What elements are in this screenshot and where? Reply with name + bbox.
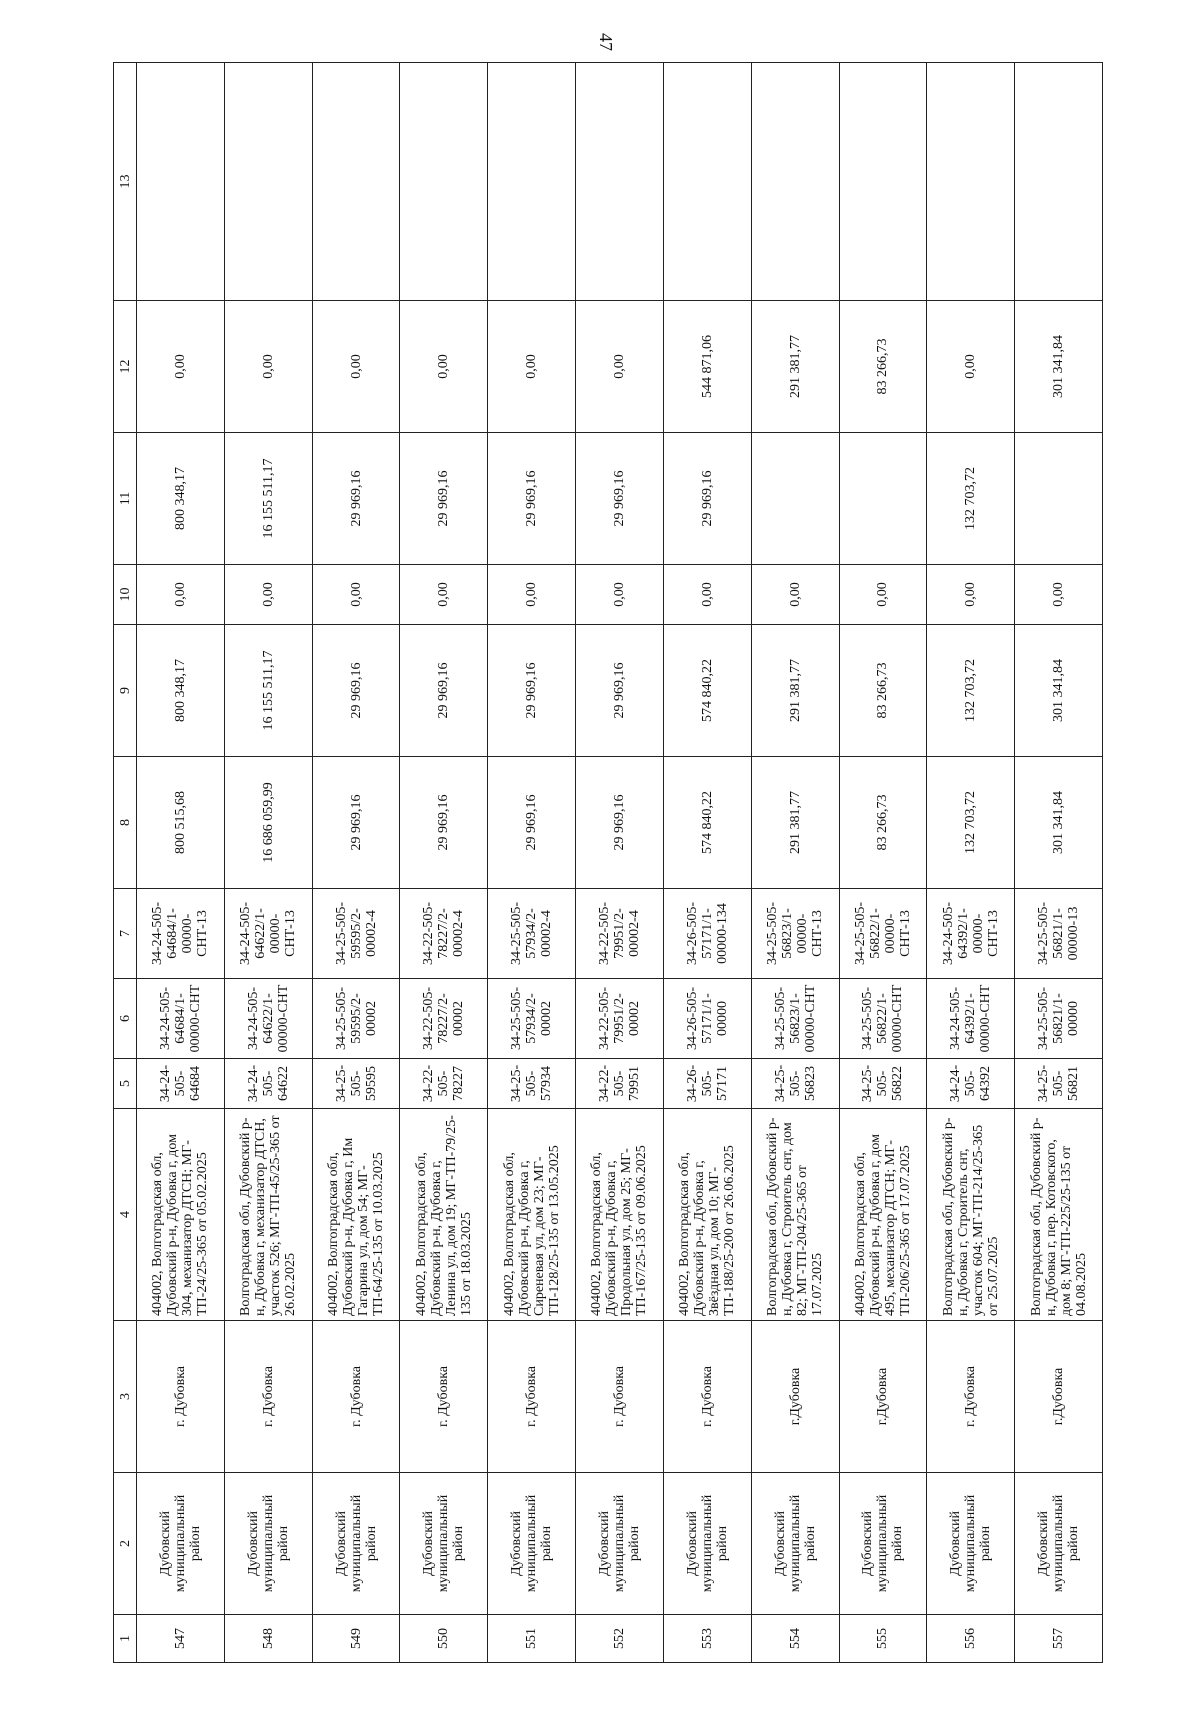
table-body: [137, 63, 1103, 1663]
column-header-10: 10: [114, 565, 137, 625]
table-row: [576, 63, 664, 1663]
value-col9-cell: 301 341,84: [1015, 625, 1103, 757]
column-header-1: 1: [114, 1615, 137, 1663]
object-id-cell: 34-24-505-64622/1-00000-СНТ-13: [224, 889, 312, 979]
row-number: 548: [224, 1615, 312, 1663]
value-col9-cell: 29 969,16: [576, 625, 664, 757]
value-col11-cell: [839, 433, 927, 565]
settlement-cell: г. Дубовка: [488, 1321, 576, 1473]
table-row: [663, 63, 751, 1663]
address-cell: 404002, Волгоградская обл, Дубовский р-н, Дубовка г, Им Гагарина ул, дом 54; МГ-ТП-64/25-135 от 10.03.2025: [312, 1109, 400, 1321]
value-col9-cell: 800 348,17: [137, 625, 225, 757]
district-cell: Дубовский муниципальный район: [663, 1473, 751, 1615]
column-header-2: 2: [114, 1473, 137, 1615]
object-id-cell: 34-22-505-78227/2-00002-4: [400, 889, 488, 979]
district-cell: Дубовский муниципальный район: [751, 1473, 839, 1615]
value-col11-cell: 800 348,17: [137, 433, 225, 565]
cadastral-code-cell: 34-26-505-57171: [663, 1059, 751, 1109]
value-col11-cell: 29 969,16: [663, 433, 751, 565]
value-col13-cell: [576, 63, 664, 301]
row-number: 555: [839, 1615, 927, 1663]
value-col9-cell: 574 840,22: [663, 625, 751, 757]
request-id-cell: 34-25-505-56821/1-00000: [1015, 979, 1103, 1059]
address-cell: 404002, Волгоградская обл, Дубовский р-н, Дубовка г, Сиреневая ул, дом 23; МГ-ТП-128/25-135 от 13.05.2025: [488, 1109, 576, 1321]
value-col13-cell: [400, 63, 488, 301]
settlement-cell: г. Дубовка: [927, 1321, 1015, 1473]
address-cell: Волгоградская обл, Дубовский р-н, Дубовка г, механизатор ДТСН, участок 526; МГ-ТП-45/25-365 от 26.02.2025: [224, 1109, 312, 1321]
row-number: 552: [576, 1615, 664, 1663]
cadastral-code-cell: 34-25-505-56821: [1015, 1059, 1103, 1109]
cadastral-code-cell: 34-25-505-56823: [751, 1059, 839, 1109]
value-col8-cell: 29 969,16: [312, 757, 400, 889]
settlement-cell: г. Дубовка: [663, 1321, 751, 1473]
object-id-cell: 34-25-505-56823/1-00000-СНТ-13: [751, 889, 839, 979]
value-col13-cell: [137, 63, 225, 301]
column-header-9: 9: [114, 625, 137, 757]
district-cell: Дубовский муниципальный район: [224, 1473, 312, 1615]
value-col9-cell: 16 155 511,17: [224, 625, 312, 757]
value-col9-cell: 29 969,16: [312, 625, 400, 757]
table-row: [927, 63, 1015, 1663]
value-col8-cell: 291 381,77: [751, 757, 839, 889]
row-number: 553: [663, 1615, 751, 1663]
value-col11-cell: 29 969,16: [488, 433, 576, 565]
value-col12-cell: 0,00: [927, 301, 1015, 433]
row-number: 550: [400, 1615, 488, 1663]
value-col10-cell: 0,00: [751, 565, 839, 625]
object-id-cell: 34-26-505-57171/1-00000-134: [663, 889, 751, 979]
value-col12-cell: 83 266,73: [839, 301, 927, 433]
object-id-cell: 34-24-505-64392/1-00000-СНТ-13: [927, 889, 1015, 979]
value-col12-cell: 0,00: [224, 301, 312, 433]
value-col8-cell: 574 840,22: [663, 757, 751, 889]
value-col10-cell: 0,00: [137, 565, 225, 625]
value-col12-cell: 0,00: [488, 301, 576, 433]
settlement-cell: г.Дубовка: [839, 1321, 927, 1473]
object-id-cell: 34-25-505-56822/1-00000-СНТ-13: [839, 889, 927, 979]
value-col13-cell: [224, 63, 312, 301]
row-number: 547: [137, 1615, 225, 1663]
value-col11-cell: 29 969,16: [576, 433, 664, 565]
row-number: 554: [751, 1615, 839, 1663]
district-cell: Дубовский муниципальный район: [312, 1473, 400, 1615]
value-col12-cell: 0,00: [137, 301, 225, 433]
value-col10-cell: 0,00: [839, 565, 927, 625]
address-cell: 404002, Волгоградская обл, Дубовский р-н, Дубовка г, дом 304, механизатор ДТСН; МГ-ТП-24/25-365 от 05.02.2025: [137, 1109, 225, 1321]
request-id-cell: 34-22-505-78227/2-00002: [400, 979, 488, 1059]
cadastral-code-cell: 34-25-505-57934: [488, 1059, 576, 1109]
value-col8-cell: 29 969,16: [488, 757, 576, 889]
table-wrapper: [113, 63, 1103, 1663]
table-row: [400, 63, 488, 1663]
object-id-cell: 34-25-505-57934/2-00002-4: [488, 889, 576, 979]
value-col12-cell: 301 341,84: [1015, 301, 1103, 433]
value-col10-cell: 0,00: [1015, 565, 1103, 625]
column-header-13: 13: [114, 63, 137, 301]
table-row: [1015, 63, 1103, 1663]
value-col12-cell: 0,00: [312, 301, 400, 433]
cadastral-code-cell: 34-24-505-64392: [927, 1059, 1015, 1109]
value-col10-cell: 0,00: [927, 565, 1015, 625]
address-cell: 404002, Волгоградская обл, Дубовский р-н, Дубовка г, Ленина ул, дом 19; МГ-ТП-79/25-135 от 18.03.2025: [400, 1109, 488, 1321]
value-col12-cell: 544 871,06: [663, 301, 751, 433]
address-cell: 404002, Волгоградская обл, Дубовский р-н, Дубовка г, дом 495, механизатор ДТСН; МГ-ТП-206/25-365 от 17.07.2025: [839, 1109, 927, 1321]
object-id-cell: 34-24-505-64684/1-00000-СНТ-13: [137, 889, 225, 979]
value-col12-cell: 0,00: [400, 301, 488, 433]
table-row: [488, 63, 576, 1663]
value-col9-cell: 29 969,16: [400, 625, 488, 757]
column-header-8: 8: [114, 757, 137, 889]
column-header-4: 4: [114, 1109, 137, 1321]
value-col8-cell: 16 686 059,99: [224, 757, 312, 889]
value-col8-cell: 29 969,16: [576, 757, 664, 889]
cadastral-code-cell: 34-25-505-56822: [839, 1059, 927, 1109]
value-col8-cell: 83 266,73: [839, 757, 927, 889]
data-table: [113, 62, 1103, 1663]
value-col10-cell: 0,00: [224, 565, 312, 625]
column-header-12: 12: [114, 301, 137, 433]
table-row: [137, 63, 225, 1663]
settlement-cell: г. Дубовка: [400, 1321, 488, 1473]
object-id-cell: 34-22-505-79951/2-00002-4: [576, 889, 664, 979]
cadastral-code-cell: 34-22-505-78227: [400, 1059, 488, 1109]
district-cell: Дубовский муниципальный район: [400, 1473, 488, 1615]
district-cell: Дубовский муниципальный район: [927, 1473, 1015, 1615]
cadastral-code-cell: 34-25-505-59595: [312, 1059, 400, 1109]
value-col9-cell: 83 266,73: [839, 625, 927, 757]
value-col10-cell: 0,00: [488, 565, 576, 625]
request-id-cell: 34-24-505-64684/1-00000-СНТ: [137, 979, 225, 1059]
rotated-table-container: [113, 63, 1103, 1663]
row-number: 549: [312, 1615, 400, 1663]
value-col13-cell: [312, 63, 400, 301]
address-cell: 404002, Волгоградская обл, Дубовский р-н, Дубовка г, Звёздная ул, дом 10; МГ-ТП-188/25-200 от 26.06.2025: [663, 1109, 751, 1321]
request-id-cell: 34-22-505-79951/2-00002: [576, 979, 664, 1059]
cadastral-code-cell: 34-22-505-79951: [576, 1059, 664, 1109]
value-col13-cell: [839, 63, 927, 301]
column-header-5: 5: [114, 1059, 137, 1109]
cadastral-code-cell: 34-24-505-64684: [137, 1059, 225, 1109]
value-col11-cell: 16 155 511,17: [224, 433, 312, 565]
column-header-7: 7: [114, 889, 137, 979]
address-cell: Волгоградская обл, Дубовский р-н, Дубовка г, Строитель снт, участок 604; МГ-ТП-214/25-365 от 25.07.2025: [927, 1109, 1015, 1321]
table-row: [839, 63, 927, 1663]
request-id-cell: 34-24-505-64622/1-00000-СНТ: [224, 979, 312, 1059]
row-number: 556: [927, 1615, 1015, 1663]
value-col10-cell: 0,00: [663, 565, 751, 625]
request-id-cell: 34-25-505-59595/2-00002: [312, 979, 400, 1059]
value-col12-cell: 0,00: [576, 301, 664, 433]
value-col11-cell: 132 703,72: [927, 433, 1015, 565]
settlement-cell: г. Дубовка: [312, 1321, 400, 1473]
value-col9-cell: 29 969,16: [488, 625, 576, 757]
column-header-3: 3: [114, 1321, 137, 1473]
value-col9-cell: 132 703,72: [927, 625, 1015, 757]
value-col13-cell: [663, 63, 751, 301]
value-col11-cell: 29 969,16: [312, 433, 400, 565]
settlement-cell: г.Дубовка: [751, 1321, 839, 1473]
settlement-cell: г. Дубовка: [137, 1321, 225, 1473]
column-header-6: 6: [114, 979, 137, 1059]
page-number: 47: [596, 33, 616, 51]
cadastral-code-cell: 34-24-505-64622: [224, 1059, 312, 1109]
district-cell: Дубовский муниципальный район: [576, 1473, 664, 1615]
value-col8-cell: 132 703,72: [927, 757, 1015, 889]
header-row: [114, 63, 137, 1663]
district-cell: Дубовский муниципальный район: [488, 1473, 576, 1615]
object-id-cell: 34-25-505-59595/2-00002-4: [312, 889, 400, 979]
table-row: [751, 63, 839, 1663]
value-col10-cell: 0,00: [576, 565, 664, 625]
value-col11-cell: [751, 433, 839, 565]
value-col8-cell: 301 341,84: [1015, 757, 1103, 889]
row-number: 557: [1015, 1615, 1103, 1663]
request-id-cell: 34-25-505-56822/1-00000-СНТ: [839, 979, 927, 1059]
table-row: [312, 63, 400, 1663]
value-col9-cell: 291 381,77: [751, 625, 839, 757]
request-id-cell: 34-24-505-64392/1-00000-СНТ: [927, 979, 1015, 1059]
value-col8-cell: 800 515,68: [137, 757, 225, 889]
value-col10-cell: 0,00: [400, 565, 488, 625]
settlement-cell: г. Дубовка: [576, 1321, 664, 1473]
request-id-cell: 34-25-505-56823/1-00000-СНТ: [751, 979, 839, 1059]
table-row: [224, 63, 312, 1663]
row-number: 551: [488, 1615, 576, 1663]
address-cell: 404002, Волгоградская обл, Дубовский р-н, Дубовка г, Продольная ул, дом 25; МГ-ТП-167/25-135 от 09.06.2025: [576, 1109, 664, 1321]
settlement-cell: г. Дубовка: [224, 1321, 312, 1473]
value-col11-cell: [1015, 433, 1103, 565]
value-col13-cell: [1015, 63, 1103, 301]
value-col13-cell: [488, 63, 576, 301]
request-id-cell: 34-26-505-57171/1-00000: [663, 979, 751, 1059]
district-cell: Дубовский муниципальный район: [839, 1473, 927, 1615]
value-col12-cell: 291 381,77: [751, 301, 839, 433]
address-cell: Волгоградская обл, Дубовский р-н, Дубовка г, пер. Котовского, дом 8; МГ-ТП-225/25-135 от 04.08.2025: [1015, 1109, 1103, 1321]
value-col11-cell: 29 969,16: [400, 433, 488, 565]
district-cell: Дубовский муниципальный район: [1015, 1473, 1103, 1615]
request-id-cell: 34-25-505-57934/2-00002: [488, 979, 576, 1059]
value-col8-cell: 29 969,16: [400, 757, 488, 889]
settlement-cell: г.Дубовка: [1015, 1321, 1103, 1473]
value-col10-cell: 0,00: [312, 565, 400, 625]
value-col13-cell: [927, 63, 1015, 301]
column-header-11: 11: [114, 433, 137, 565]
object-id-cell: 34-25-505-56821/1-00000-13: [1015, 889, 1103, 979]
district-cell: Дубовский муниципальный район: [137, 1473, 225, 1615]
value-col13-cell: [751, 63, 839, 301]
address-cell: Волгоградская обл, Дубовский р-н, Дубовка г, Строитель снт, дом 82; МГ-ТП-204/25-365 от 17.07.2025: [751, 1109, 839, 1321]
